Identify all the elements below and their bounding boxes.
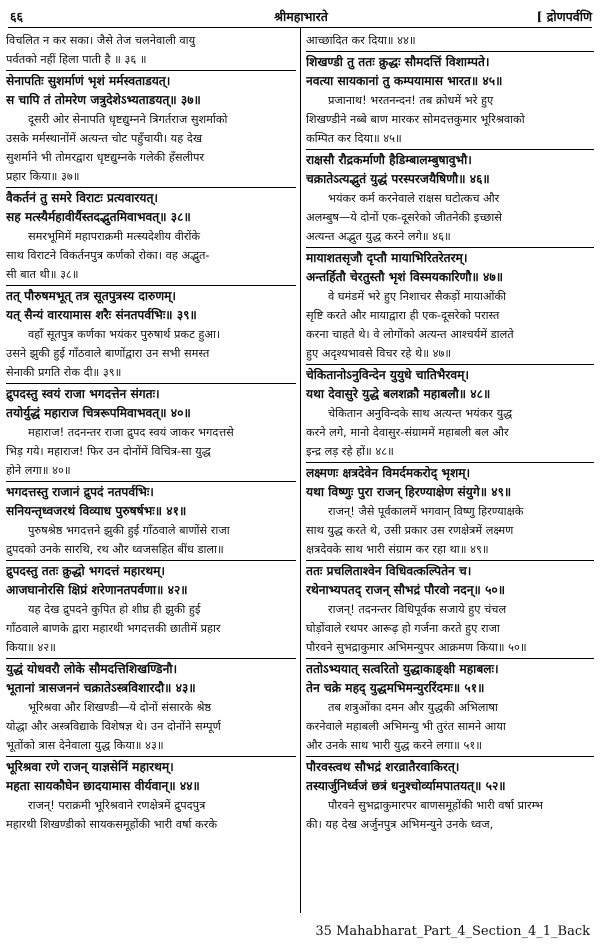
verse-line: युद्धं योधवरौ लोके सौमदत्तिशिखण्डिनौ। [6, 662, 178, 676]
translation-line: पौरवने सुभद्राकुमारपर बाणसमूहोंकी भारी वर्षा प्रारम्भ [328, 799, 543, 812]
translation-line: हुए अदृश्यभावसे विचर रहे थे॥ ४७॥ [306, 347, 452, 360]
verse-line: तेन चक्रे महद् युद्धमभिमन्युररिंदमः॥ ५१॥ [306, 681, 485, 695]
translation-line: सेनाकी प्रगति रोक दी॥ ३९॥ [6, 366, 122, 379]
translation-line: महाराज! तदनन्तर राजा द्रुपद स्वयं जाकर भगदत्तसे [28, 426, 234, 439]
verse-line: राक्षसौ रौद्रकर्माणौ हैडिम्बालम्बुषावुभौ। [306, 153, 472, 167]
verse-rule [6, 383, 296, 384]
verse-line: चक्रातेऽत्यद्भुतं युद्धं परस्परजयैषिणौ॥ ४६॥ [306, 172, 490, 186]
translation-line: करना चाहते थे। वे लोगोंको अत्यन्त आश्चर्यमें डालते [306, 328, 514, 341]
translation-line: अत्यन्त अद्भुत युद्ध करने लगे॥ ४६॥ [306, 230, 451, 243]
translation-line: यह देख द्रुपदने कुपित हो शीघ्र ही झुकी हुई [28, 603, 201, 616]
translation-line: साथ युद्ध करते थे, उसी प्रकार उस रणक्षेत्रमें लक्ष्मण [306, 524, 514, 537]
verse-line: नवत्या सायकानां तु कम्पयामास भारत॥ ४५॥ [306, 74, 503, 88]
translation-line: भूरिश्रवा और शिखण्डी—ये दोनों संसारके श्रेष्ठ [28, 701, 212, 714]
verse-line: तस्यार्जुनिर्ध्वजं छत्रं धनुश्चोर्व्यामपातयत्॥ ५२॥ [306, 779, 506, 793]
verse-rule [306, 560, 594, 561]
verse-line: द्रुपदस्तु ततः क्रुद्धो भगदत्तं महारथम्। [6, 564, 166, 578]
verse-rule [306, 364, 594, 365]
translation-line: सी बात थी॥ ३८॥ [6, 268, 79, 281]
translation-line: समरभूमिमें महापराक्रमी मत्स्यदेशीय वीरोंके [28, 230, 201, 243]
translation-line: करने लगे, मानो देवासुर-संग्राममें महाबली बल और [306, 426, 509, 439]
verse-rule [306, 247, 594, 248]
translation-line: सुशर्माने भी तोमरद्वारा धृष्टद्युम्नके गलेकी हँसलीपर [6, 151, 205, 164]
translation-line: होने लगा॥ ४०॥ [6, 464, 71, 477]
verse-rule [6, 187, 296, 188]
translation-line: विचलित न कर सका। जैसे तेज चलनेवाली वायु [6, 34, 196, 47]
verse-line: यथा देवासुरे युद्धे बलशक्रौ महाबलौ॥ ४८॥ [306, 387, 491, 401]
translation-line: पुरुषश्रेष्ठ भगदत्तने झुकी हुई गाँठवाले बाणोंसे राजा [28, 524, 230, 537]
translation-line: महारथी शिखण्डीको सायकसमूहोंकी भारी वर्षा करके [6, 818, 218, 831]
translation-line: उसके मर्मस्थानोंमें अत्यन्त चोट पहुँचायी। यह देख [6, 132, 203, 145]
translation-line: घोड़ोंवाले रथपर आरूढ़ हो गर्जना करते हुए राजा [306, 622, 500, 635]
verse-line: स चापि तं तोमरेण जत्रुदेशेऽभ्यताडयत्॥ ३७॥ [6, 93, 201, 107]
verse-line: मायाशतसृजौ दृप्तौ मायाभिरितरेतरम्। [306, 251, 468, 265]
verse-rule [306, 658, 594, 659]
footer-label: 35 Mahabharat_Part_4_Section_4_1_Back [315, 924, 590, 939]
verse-line: पौरवस्त्वथ सौभद्रं शरव्रातैरवाकिरत्। [306, 760, 460, 774]
translation-line: अलम्बुष—ये दोनों एक-दूसरेको जीतनेकी इच्छासे [306, 211, 502, 224]
verse-rule [306, 462, 594, 463]
verse-rule [6, 756, 296, 757]
translation-line: प्रहार किया॥ ३७॥ [6, 170, 80, 183]
translation-line: प्रजानाथ! भरतनन्दन! तब क्रोधमें भरे हुए [328, 94, 494, 107]
translation-line: आच्छादित कर दिया॥ ४४॥ [306, 34, 416, 47]
translation-line: भिड़ गये। महाराज! फिर उन दोनोंमें विचित्र-सा युद्ध [6, 445, 211, 458]
verse-rule [306, 51, 594, 52]
column-divider [300, 28, 301, 913]
translation-line: राजन्! तदनन्तर विधिपूर्वक सजाये हुए चंचल [328, 603, 507, 616]
translation-line: तब शत्रुओंका दमन और युद्धकी अभिलाषा [328, 701, 498, 714]
verse-line: चेकितानोऽनुविन्देन युयुधे चातिभैरवम्। [306, 368, 470, 382]
page-header [10, 6, 592, 28]
translation-line: सृष्टि करते और मायाद्वारा ही एक-दूसरेको परास्त [306, 309, 500, 322]
translation-line: और उनके साथ भारी युद्ध करने लगा॥ ५१॥ [306, 739, 483, 752]
translation-line: योद्धा और अस्त्रविद्याके विशेषज्ञ थे। उन दोनोंने सम्पूर्ण [6, 720, 221, 733]
translation-line: द्रुपदको उनके सारथि, रथ और ध्वजसहित बींध डाला॥ [6, 543, 224, 556]
translation-line: उसने झुकी हुई गाँठवाले बाणोंद्वारा उन सभी समस्त [6, 347, 210, 360]
verse-rule [306, 149, 594, 150]
verse-rule [6, 70, 296, 71]
verse-line: रथेनाभ्यपतद् राजन् सौभद्रं पौरवो नदन्॥ ५०॥ [306, 583, 506, 597]
verse-line: तयोर्युद्धं महाराज चित्ररूपमिवाभवत्॥ ४०॥ [6, 406, 191, 420]
verse-line: महता सायकौघेन छादयामास वीर्यवान्॥ ४४॥ [6, 779, 200, 793]
section-title: [ द्रोणपर्वणि [536, 9, 592, 24]
translation-line: दूसरी ओर सेनापति धृष्टद्युम्नने त्रिगर्तराज सुशर्माको [28, 113, 228, 126]
verse-line: यथा विष्णुः पुरा राजन् हिरण्याक्षेण संयुगे॥ ४९॥ [306, 485, 512, 499]
translation-line: राजन्! जैसे पूर्वकालमें भगवान् विष्णु हिरण्याक्षके [328, 505, 524, 518]
verse-line: ततोऽभ्ययात् सत्वरितो युद्धाकाङ्क्षी महाबलः। [306, 662, 499, 676]
verse-line: वैकर्तनं तु समरे विराटः प्रत्यवारयत्। [6, 191, 159, 205]
translation-line: पौरवने सुभद्राकुमार अभिमन्युपर आक्रमण किया॥ ५०॥ [306, 641, 527, 654]
verse-line: आजघानोरसि क्षिप्रं शरेणानतपर्वणा॥ ४२॥ [6, 583, 188, 597]
verse-line: लक्ष्मणः क्षत्रदेवेन विमर्दमकरोद् भृशम्। [306, 466, 471, 480]
translation-line: भूतोंको त्रास देनेवाला युद्ध किया॥ ४३॥ [6, 739, 164, 752]
translation-line: शिखण्डीने नब्बे बाण मारकर सोमदत्तकुमार भूरिश्रवाको [306, 113, 525, 126]
book-title: श्रीमहाभारते [274, 9, 328, 24]
verse-line: सह मत्स्यैर्महावीर्यैस्तदद्भुतमिवाभवत्॥ ३८॥ [6, 210, 191, 224]
translation-line: वे घमंडमें भरे हुए निशाचर सैकड़ों मायाओंकी [328, 290, 507, 303]
verse-line: द्रुपदस्तु स्वयं राजा भगदत्तेन संगतः। [6, 387, 160, 401]
verse-rule [6, 560, 296, 561]
verse-line: ततः प्रचलिताश्वेन विधिवत्कल्पितेन च। [306, 564, 472, 578]
verse-line: सेनापतिः सुशर्माणं भृशं मर्मस्वताडयत्। [6, 74, 171, 88]
translation-line: चेकितान अनुविन्दके साथ अत्यन्त भयंकर युद्ध [328, 407, 513, 420]
verse-line: सनियन्तृध्वजरथं विव्याध पुरुषर्षभः॥ ४१॥ [6, 504, 187, 518]
verse-rule [6, 658, 296, 659]
right-column [306, 31, 594, 834]
translation-line: करनेवाले महाबली अभिमन्यु भी तुरंत सामने आया [306, 720, 506, 733]
verse-rule [6, 481, 296, 482]
translation-line: वहाँ सूतपुत्र कर्णका भयंकर पुरुषार्थ प्रकट हुआ। [28, 328, 221, 341]
translation-line: गाँठवाले बाणके द्वारा महारथी भगदत्तकी छातीमें प्रहार [6, 622, 221, 635]
translation-line: की। यह देख अर्जुनपुत्र अभिमन्युने उनके ध्वज, [306, 818, 494, 831]
translation-line: क्षत्रदेवके साथ भारी संग्राम कर रहा था॥ ४९॥ [306, 543, 489, 556]
verse-line: भगदत्तस्तु राजानं द्रुपदं नतपर्वभिः। [6, 485, 154, 499]
verse-line: यत् सैन्यं वारयामास शरैः संनतपर्वभिः॥ ३९॥ [6, 308, 197, 322]
translation-line: किया॥ ४२॥ [6, 641, 56, 654]
verse-line: भूतानां त्रासजननं चक्रातेऽस्त्रविशारदौ॥ ४३॥ [6, 681, 196, 695]
translation-line: राजन्! पराक्रमी भूरिश्रवाने रणक्षेत्रमें द्रुपदपुत्र [28, 799, 206, 812]
translation-line: कम्पित कर दिया॥ ४५॥ [306, 132, 402, 145]
page-number: ६६ [10, 9, 24, 24]
left-column [6, 31, 296, 834]
verse-rule [6, 285, 296, 286]
translation-line: साथ विराटने विकर्तनपुत्र कर्णको रोका। वह अद्भुत- [6, 249, 210, 262]
verse-rule [306, 756, 594, 757]
verse-line: तत् पौरुषमभूत् तत्र सूतपुत्रस्य दारुणम्। [6, 289, 177, 303]
verse-line: अन्तर्हितौ चेरतुस्तौ भृशं विस्मयकारिणौ॥ ४७॥ [306, 270, 504, 284]
verse-line: भूरिश्रवा रणे राजन् याज्ञसेनिं महारथम्। [6, 760, 174, 774]
translation-line: इन्द्र लड़ रहे हों॥ ४८॥ [306, 445, 394, 458]
verse-line: शिखण्डी तु ततः क्रुद्धः सौमदत्तिं विशाम्पते। [306, 55, 490, 69]
translation-line: भयंकर कर्म करनेवाले राक्षस घटोत्कच और [328, 192, 500, 205]
translation-line: पर्वतको नहीं हिला पाती है ॥ ३६ ॥ [6, 53, 147, 66]
